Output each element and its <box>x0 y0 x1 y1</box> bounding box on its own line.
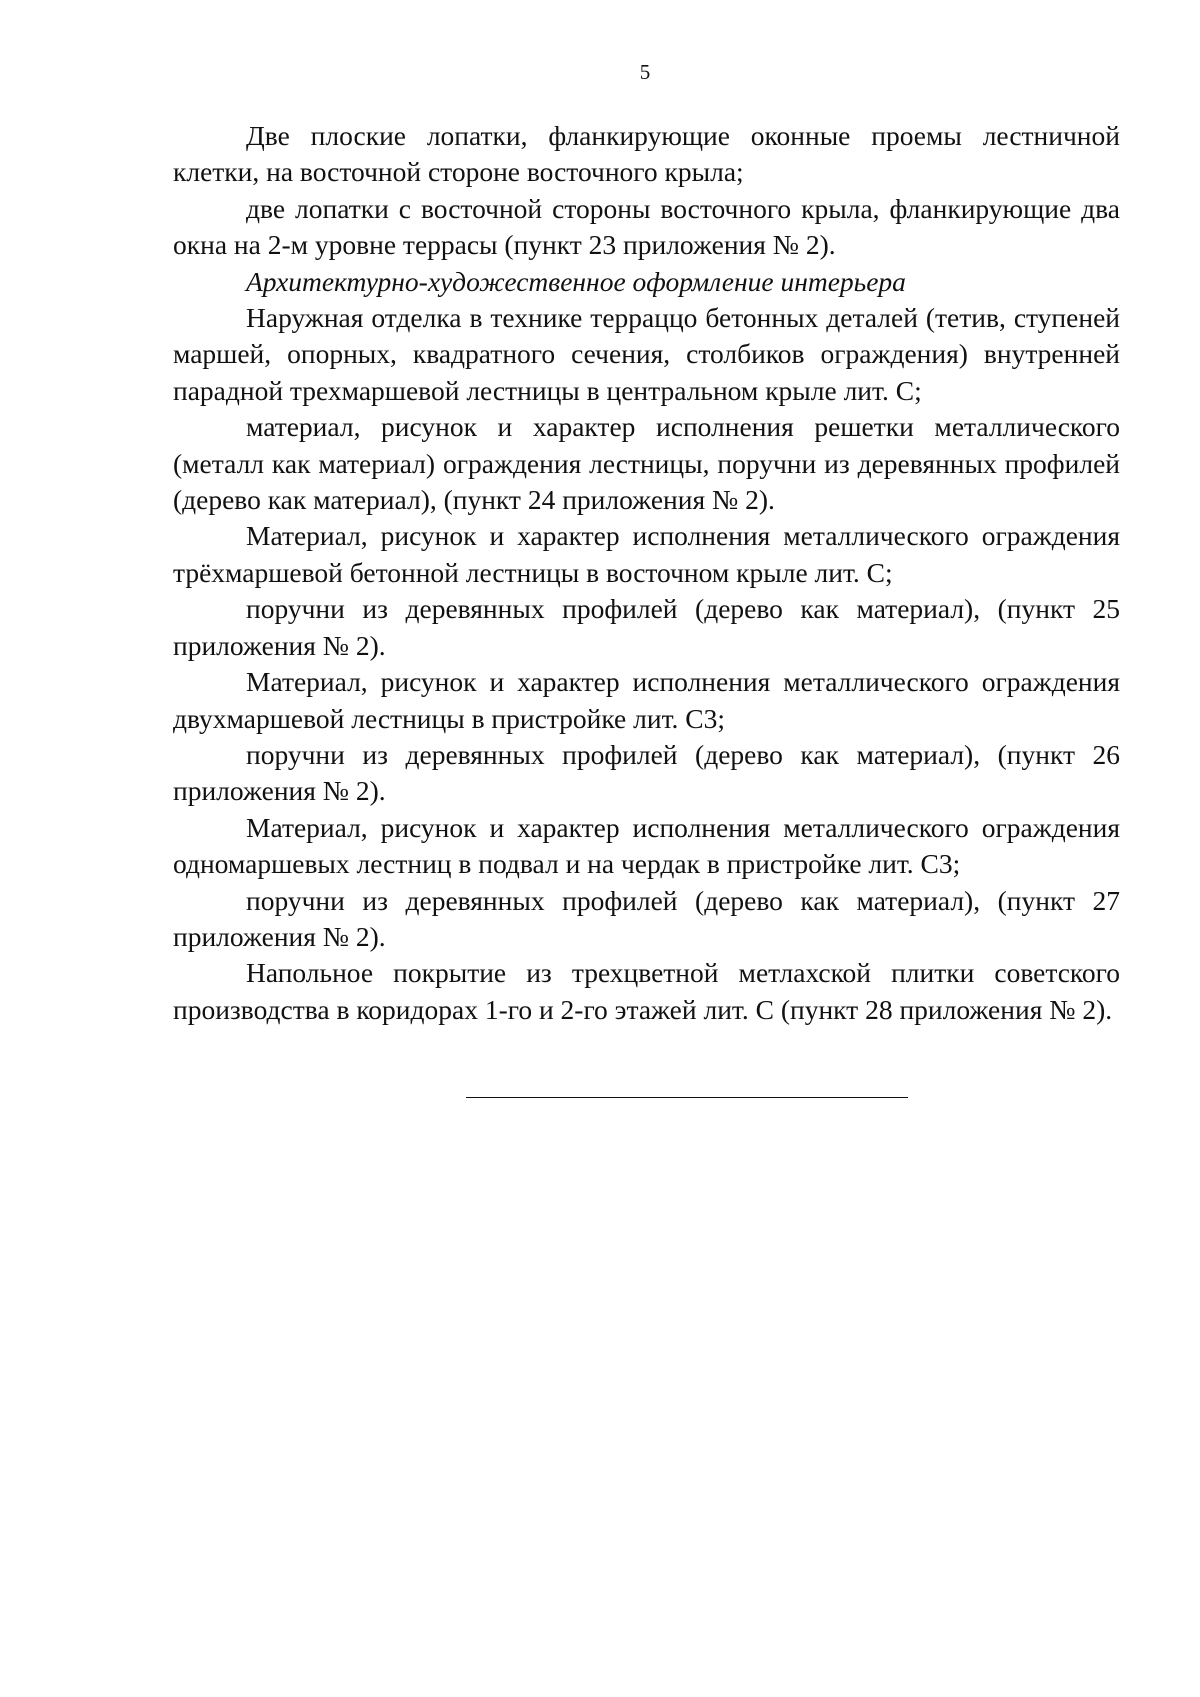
paragraph-handrails-item-27: поручни из деревянных профилей (дерево как материал), (пункт 27 приложения № 2). <box>173 884 1120 952</box>
paragraph-railing-east-stair: Материал, рисунок и характер исполнения металлического ограждения трёхмаршевой бетонной лестницы в восточном крыле лит. С; <box>173 520 1120 588</box>
paragraph-railing-annex-stair: Материал, рисунок и характер исполнения металлического ограждения двухмаршевой лестницы в пристройке лит. С3; <box>173 666 1120 734</box>
paragraph-handrails-item-25: поручни из деревянных профилей (дерево как материал), (пункт 25 приложения № 2). <box>173 593 1120 661</box>
section-heading-interior: Архитектурно-художественное оформление интерьера <box>246 265 906 297</box>
end-divider-line <box>466 1097 908 1098</box>
document-body <box>173 118 1120 1028</box>
paragraph-pilasters-stairwell: Две плоские лопатки, фланкирующие оконные проемы лестничной клетки, на восточной стороне восточного крыла; <box>173 120 1120 188</box>
paragraph-pilasters-terrace: две лопатки с восточной стороны восточного крыла, фланкирующие два окна на 2-м уровне террасы (пункт 23 приложения № 2). <box>173 192 1120 261</box>
paragraph-handrails-item-26: поручни из деревянных профилей (дерево как материал), (пункт 26 приложения № 2). <box>173 738 1120 807</box>
page-number: 5 <box>639 60 651 84</box>
paragraph-railing-basement-attic: Материал, рисунок и характер исполнения металлического ограждения одномаршевых лестниц в подвал и на чердак в пристройке лит. С3; <box>173 811 1120 880</box>
paragraph-terrazzo-finish: Наружная отделка в технике терраццо бетонных деталей (тетив, ступеней маршей, опорных, квадратного сечения, столбиков ограждения) внутренней парадной трехмаршевой лестницы в центральном крыле лит. С; <box>173 302 1120 406</box>
paragraph-railing-central-stair: материал, рисунок и характер исполнения решетки металлического (металл как материал) ограждения лестницы, поручни из деревянных профилей (дерево как материал), (пункт 24 приложения № 2). <box>173 411 1120 516</box>
paragraph-floor-tiles: Напольное покрытие из трехцветной метлахской плитки советского производства в коридорах 1-го и 2-го этажей лит. С (пункт 28 приложения № 2). <box>173 957 1120 1025</box>
